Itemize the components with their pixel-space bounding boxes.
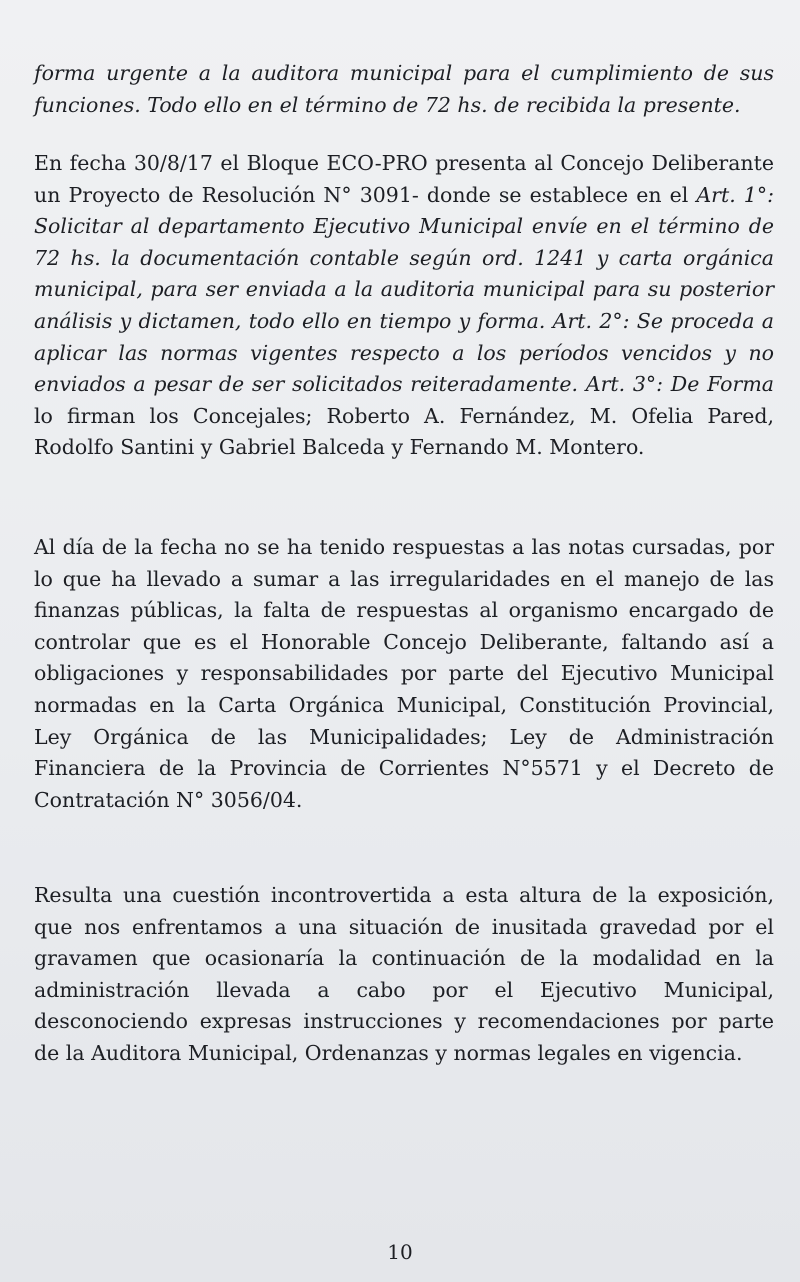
italic-text: forma urgente a la auditora municipal para el cumplimiento de sus funciones. Todo ello en el término de 72 hs. de recibida la presente. (34, 61, 774, 117)
body-text: En fecha 30/8/17 el Bloque ECO-PRO presenta al Concejo Deliberante un Proyecto de Resolución N° 3091- donde se establece en el (34, 151, 774, 207)
italic-text: Art. 1°: Solicitar al departamento Ejecutivo Municipal envíe en el término de 72 hs. la documentación contable según ord. 1241 y carta orgánica municipal, para ser enviada a la auditoria municipal para su posterior análisis y dictamen, todo ello en tiempo y forma. Art. 2°: Se proceda a aplicar las normas vigentes respecto a los períodos vencidos y no enviados a pesar de ser solicitados reiteradamente. Art. 3°: De Forma (34, 182, 774, 397)
page-number: 10 (387, 1240, 413, 1264)
paragraph-cuestion (34, 880, 774, 1070)
body-text: Resulta una cuestión incontrovertida a esta altura de la exposición, que nos enfrentamos a una situación de inusitada gravedad por el gravamen que ocasionaría la continuación de la modalidad en la administración llevada a cabo por el Ejecutivo Municipal, desconociendo expresas instrucciones y recomendaciones por parte de la Auditora Municipal, Ordenanzas y normas legales en vigencia. (34, 883, 774, 1065)
paragraph-continuation (34, 58, 774, 121)
paragraph-respuestas (34, 532, 774, 816)
body-text: Al día de la fecha no se ha tenido respuestas a las notas cursadas, por lo que ha llevado a sumar a las irregularidades en el manejo de las finanzas públicas, la falta de respuestas al organismo encargado de controlar que es el Honorable Concejo Deliberante, faltando así a obligaciones y responsabilidades por parte del Ejecutivo Municipal normadas en la Carta Orgánica Municipal, Constitución Provincial, Ley Orgánica de las Municipalidades; Ley de Administración Financiera de la Provincia de Corrientes N°5571 y el Decreto de Contratación N° 3056/04. (34, 535, 774, 812)
body-text: lo firman los Concejales; Roberto A. Fernández, M. Ofelia Pared, Rodolfo Santini y Gabriel Balceda y Fernando M. Montero. (34, 403, 774, 460)
paragraph-proyecto-resolucion (34, 148, 774, 464)
